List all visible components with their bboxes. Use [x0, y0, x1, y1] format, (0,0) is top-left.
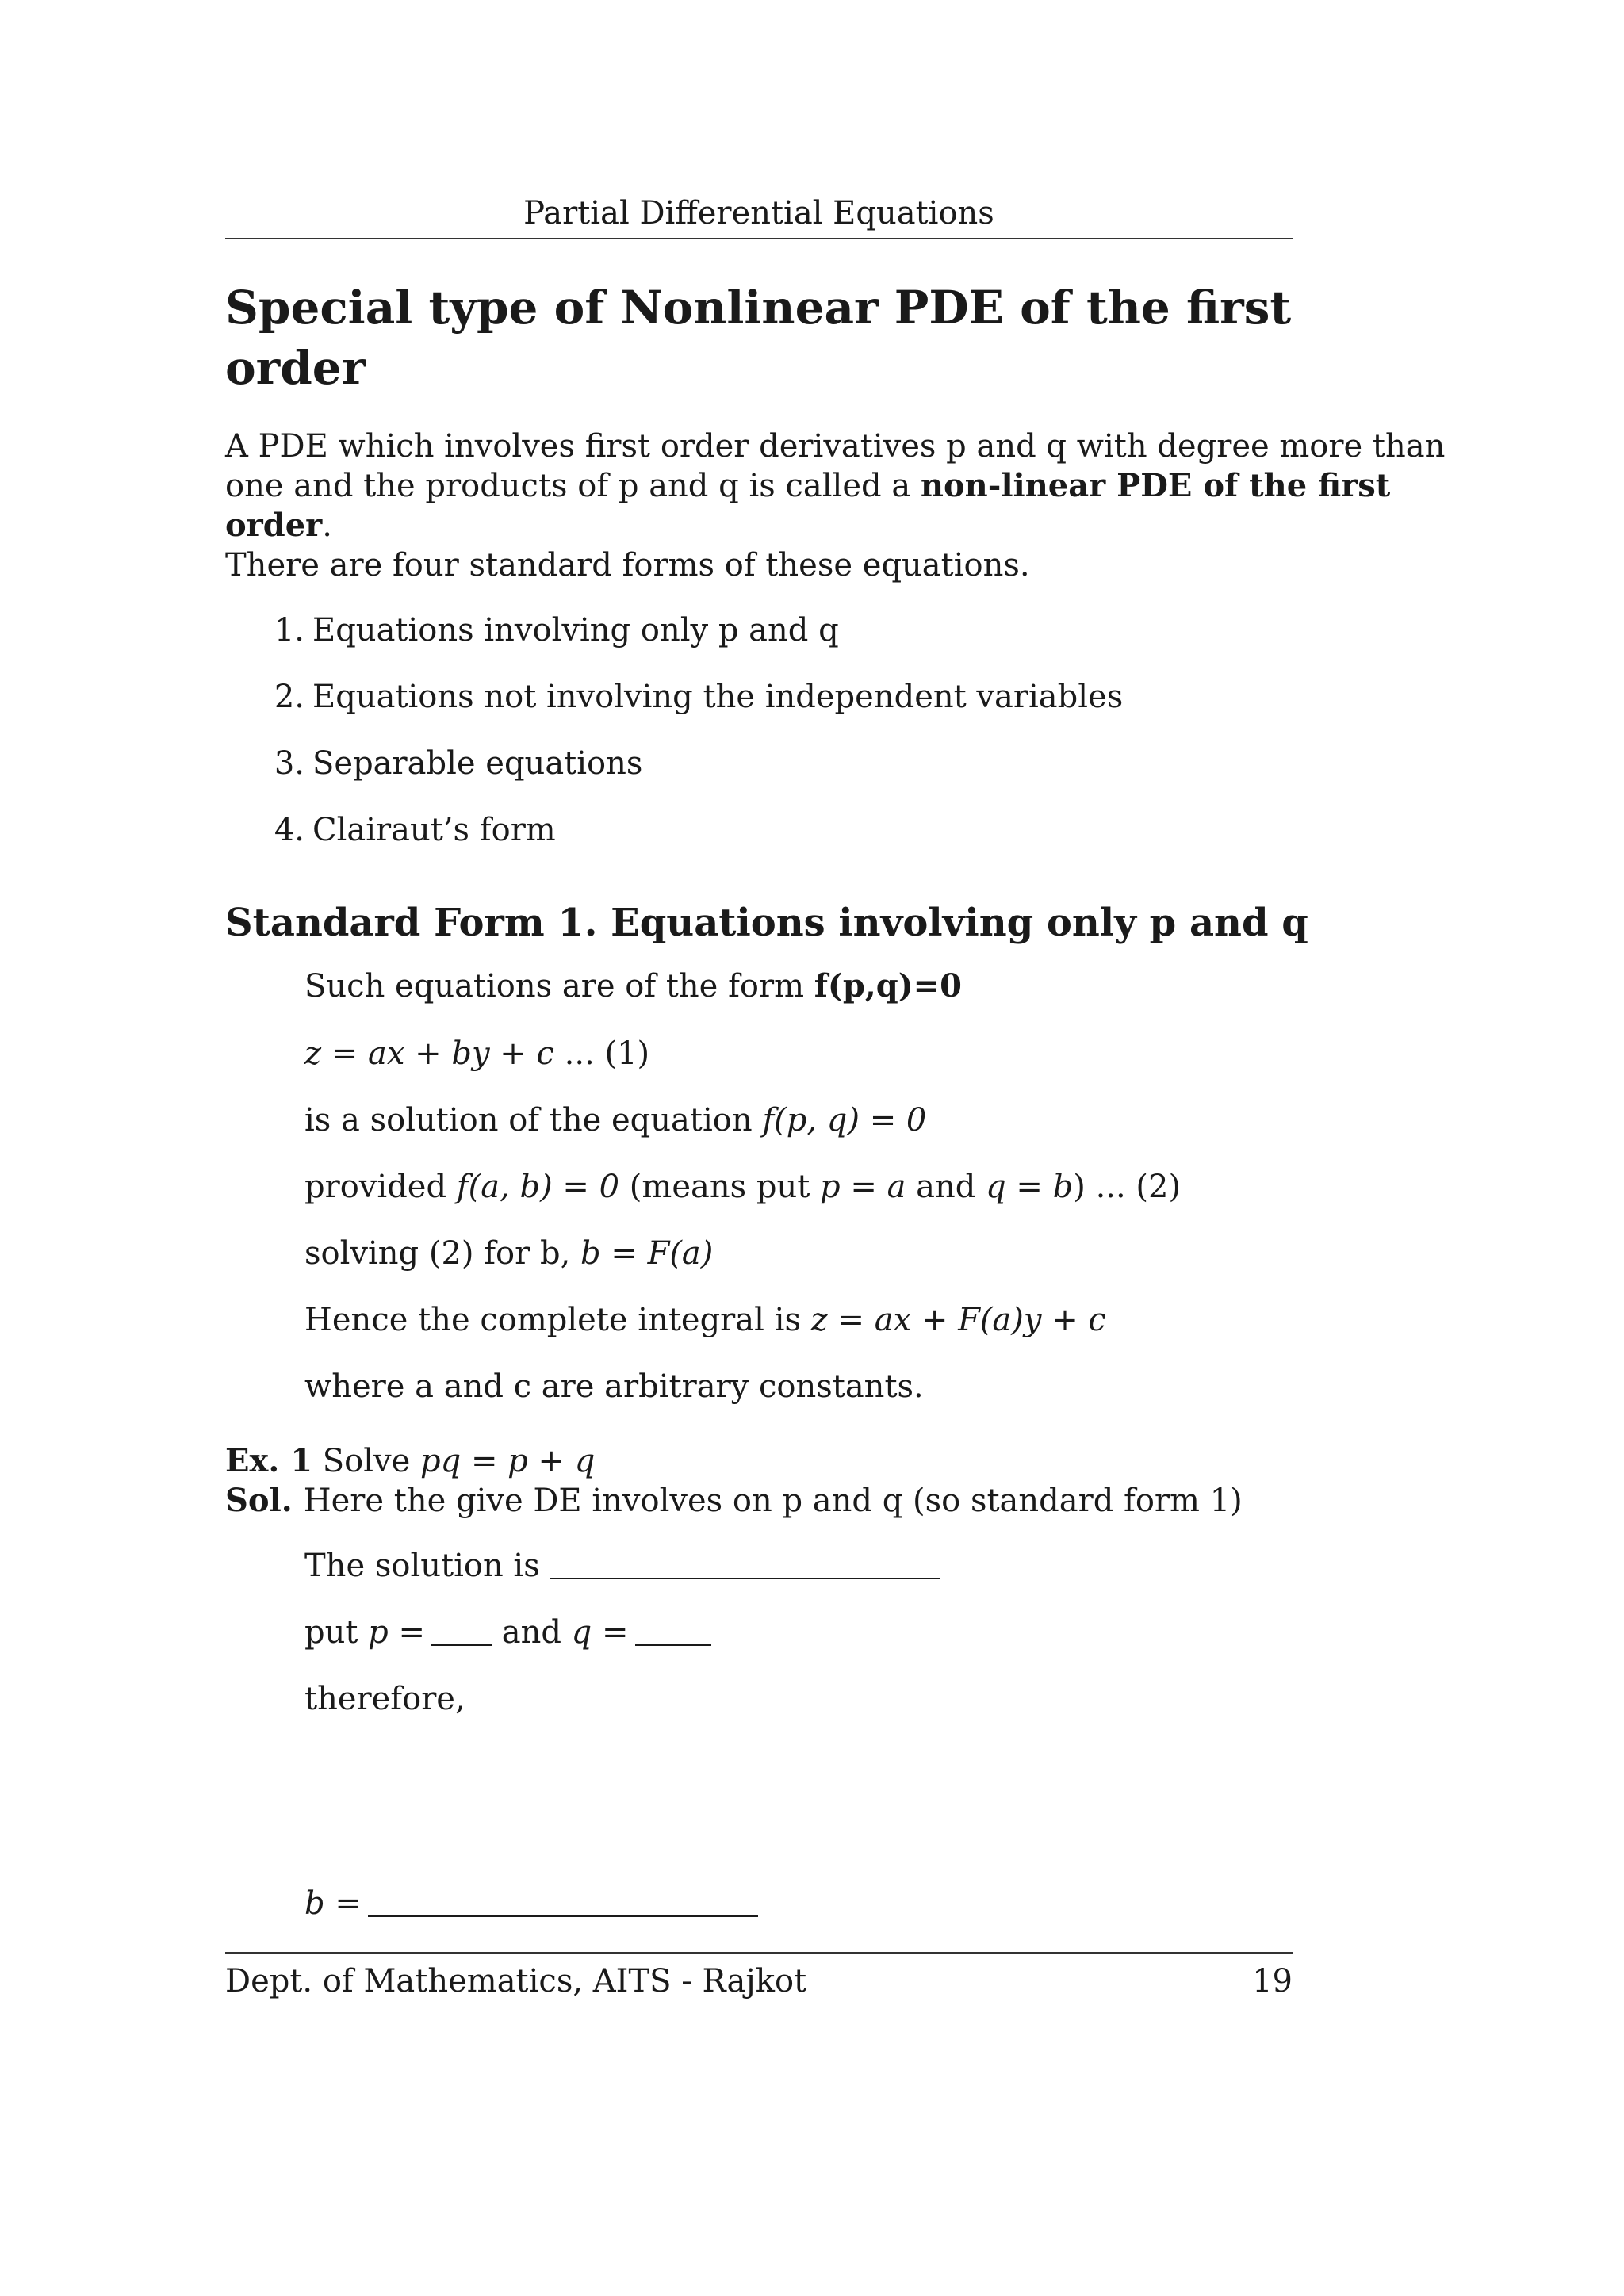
- equation-1: z = ax + by + c ... (1): [304, 1035, 650, 1072]
- header-rule: [225, 238, 1293, 239]
- list-item: 3. Separable equations: [274, 745, 643, 782]
- solving-line: solving (2) for b, b = F(a): [304, 1235, 714, 1272]
- section-heading: Standard Form 1. Equations involving only p and q: [225, 901, 1308, 945]
- list-item: 4. Clairaut’s form: [274, 812, 556, 848]
- q-blank[interactable]: [635, 1616, 711, 1646]
- b-line: b =: [304, 1885, 758, 1922]
- running-header: Partial Differential Equations: [523, 195, 994, 232]
- example-line: Ex. 1 Solve pq = p + q: [225, 1442, 596, 1479]
- footer-rule: [225, 1952, 1293, 1954]
- intro-line-3: order.: [225, 507, 332, 544]
- list-item: 2. Equations not involving the independent variables: [274, 679, 1124, 715]
- b-blank[interactable]: [368, 1887, 758, 1917]
- intro-line-1: A PDE which involves first order derivatives p and q with degree more than: [225, 428, 1446, 465]
- page-number: 19: [1252, 1963, 1293, 1999]
- intro-line-4: There are four standard forms of these equations.: [225, 547, 1030, 584]
- list-item: 1. Equations involving only p and q: [274, 612, 839, 649]
- page-title: Special type of Nonlinear PDE of the first order: [225, 281, 1292, 395]
- put-line: put p = and q =: [304, 1614, 711, 1651]
- solution-line: is a solution of the equation f(p, q) = 0: [304, 1102, 927, 1138]
- therefore-line: therefore,: [304, 1681, 465, 1717]
- solution-intro-line: Sol. Here the give DE involves on p and q (so standard form 1): [225, 1482, 1243, 1519]
- provided-line: provided f(a, b) = 0 (means put p = a and q = b) ... (2): [304, 1169, 1182, 1205]
- answer-blank[interactable]: [550, 1549, 940, 1579]
- footer-department: Dept. of Mathematics, AITS - Rajkot: [225, 1963, 807, 1999]
- complete-integral-line: Hence the complete integral is z = ax + F(a)y + c: [304, 1302, 1106, 1338]
- p-blank[interactable]: [431, 1616, 492, 1646]
- intro-line-2: one and the products of p and q is called a non-linear PDE of the first: [225, 467, 1391, 504]
- form-statement: Such equations are of the form f(p,q)=0: [304, 967, 962, 1004]
- solution-is-line: The solution is: [304, 1548, 940, 1584]
- constants-line: where a and c are arbitrary constants.: [304, 1368, 924, 1405]
- term-nonlinear-pde: non-linear PDE of the first: [920, 467, 1391, 504]
